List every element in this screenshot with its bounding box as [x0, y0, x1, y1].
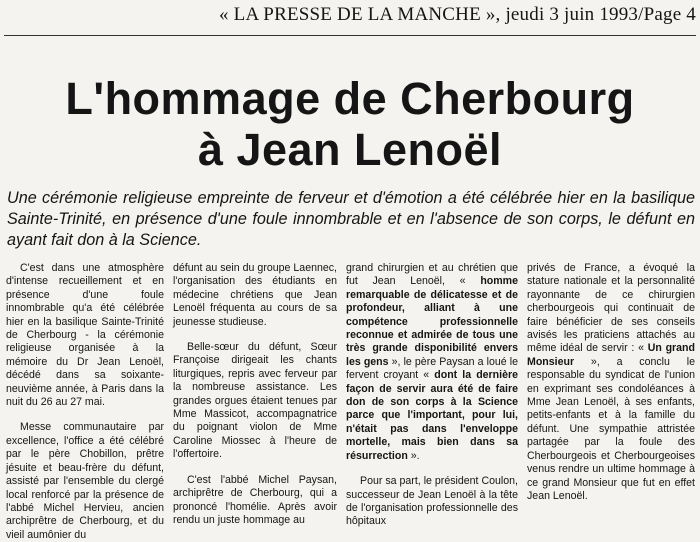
headline-line-1: L'hommage de Cherbourg	[65, 73, 635, 124]
headline-line-2: à Jean Lenoël	[197, 124, 503, 175]
column-3	[346, 262, 519, 528]
paragraph: défunt au sein du groupe Laennec, l'organisation des étudiants en médecine chrétiens que Jean Lenoël fréquenta au cours de sa jeunesse studieuse.	[173, 262, 337, 328]
text-run: », a conclu le responsable du syndicat de l'union en exprimant ses condoléances à Mme Jean Lenoël, à ses enfants, petits-enfants et à la famille du défunt. Une sympathie attristée partagée par la foule des Cherbourgeois et Cherbourgeoises venus rendre un ultime hommage à ce grand Monsieur que fut en effet Jean Lenoël.	[527, 355, 695, 502]
paragraph: Belle-sœur du défunt, Sœur Françoise dirigeait les chants liturgiques, repris avec ferveur par la nombreuse assistance. Les grandes orgues étaient tenues par Mme Massicot, accompagnatrice du poignant violon de Mme Caroline Miossec à l'heure de l'offertoire.	[173, 341, 337, 461]
text-run: », le père Paysan a loué le fervent croyant «	[346, 355, 518, 382]
paragraph: Messe communautaire par excellence, l'office a été célébré par le père Chobillon, prêtre jésuite et beau-frère du défunt, assisté par l'ensemble du clergé local renforcé par la présence de l'abbé Michel Hervieu, ancien archiprêtre de Cherbourg, et du vieil aumônier du	[6, 421, 164, 541]
header-rule	[4, 35, 696, 36]
quote-bold: homme remarquable de délicatesse et de profondeur, alliant à une compétence professionnelle reconnue et admirée de tous une très grande disponibilité envers les gens	[346, 275, 518, 368]
paragraph: C'est dans une atmosphère d'intense recueillement et en présence d'une foule innombrable qu'a été célébrée hier en la basilique Sainte-Trinité de Cherbourg - la cérémonie religieuse organisée à la mémoire du Dr Jean Lenoël, décédé dans sa soixante-neuvième année, à Paris dans la nuit du 26 au 27 mai.	[6, 262, 164, 409]
text-run: grand chirurgien et au chrétien que fut Jean Lenoël, «	[346, 262, 518, 288]
column-2	[173, 262, 337, 526]
text-run: ».	[410, 449, 420, 462]
quote-bold: dont la dernière façon de servir aura été de faire don de son corps à la Science parce que l'important, pour lui, n'était pas dans l'enveloppe mortelle, mais bien dans sa résurrection	[346, 369, 519, 462]
paragraph: C'est l'abbé Michel Paysan, archiprêtre de Cherbourg, qui a prononcé l'homélie. Après avoir rendu un juste hommage au	[173, 473, 337, 526]
column-4	[527, 262, 695, 508]
lede: Une cérémonie religieuse empreinte de ferveur et d'émotion a été célébrée hier en la basilique Sainte-Trinité, en présence d'une foule innombrable et en l'absence de son corps, le défunt en ayant fait don à la Science.	[7, 189, 695, 249]
paragraph	[527, 262, 695, 503]
headline	[0, 73, 700, 175]
masthead-text: « LA PRESSE DE LA MANCHE », jeudi 3 juin 1993/Page 4	[219, 4, 696, 25]
text-run: privés de France, a évoqué la stature nationale et la personnalité rayonnante de ce chirurgien cherbourgeois qui continuait de faire bénéficier de ses conseils avisés les praticiens attachés au même idéal de servir : «	[527, 262, 695, 355]
masthead	[0, 4, 700, 26]
paragraph: Pour sa part, le président Coulon, successeur de Jean Lenoël à la tête de l'organisation professionnelle des hôpitaux	[346, 475, 518, 528]
article-body	[6, 262, 696, 541]
quote-bold: Un grand Monsieur	[527, 342, 695, 368]
paragraph	[346, 262, 518, 463]
column-1	[6, 262, 164, 541]
